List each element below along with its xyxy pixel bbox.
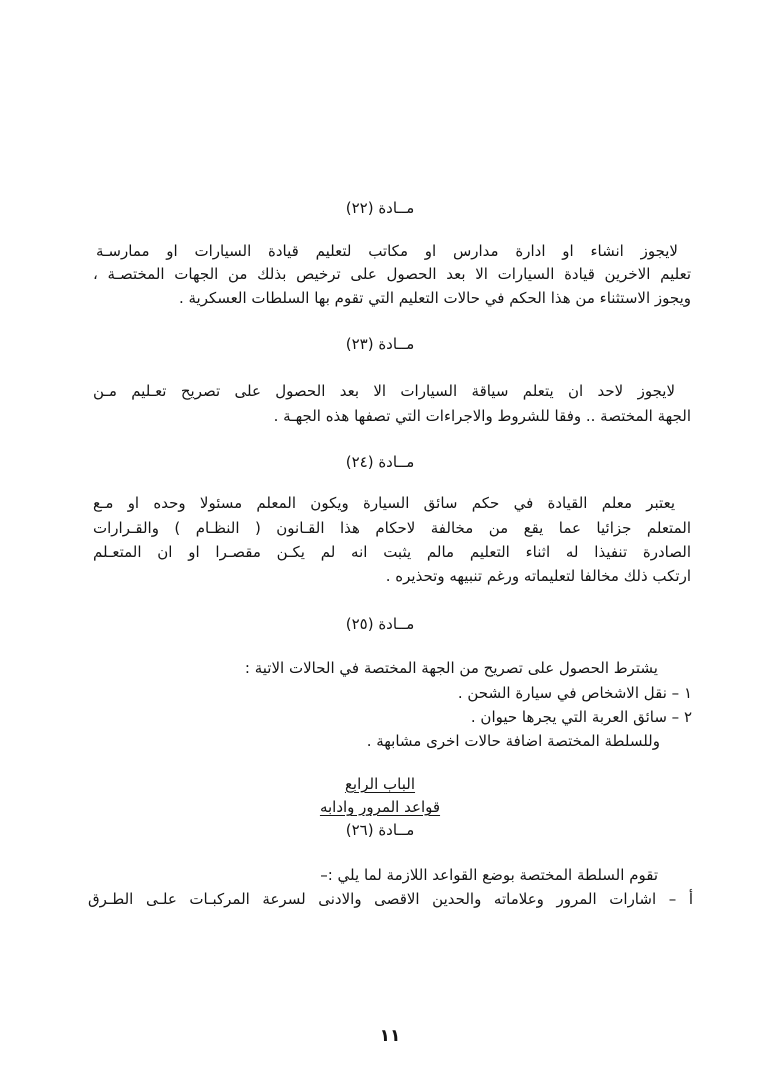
- article-25-intro: يشترط الحصول على تصريح من الجهة المختصة في الحالات الاتية :: [244, 659, 658, 677]
- article-22-line-3: ويجوز الاستثناء من هذا الحكم في حالات التعليم التي تقوم بها السلطات العسكرية .: [178, 289, 691, 307]
- article-23-line-2: الجهة المختصة .. وفقا للشروط والاجراءات التي تصفها هذه الجهـة .: [273, 407, 691, 425]
- article-25-item-2: ٢ – سائق العربة التي يجرها حيوان .: [470, 708, 692, 726]
- article-22-line-2: تعليم الاخرين قيادة السيارات الا بعد الحصول على ترخيص بذلك من الجهات المختصـة ،: [93, 265, 691, 283]
- chapter-title: الباب الرابع: [344, 775, 416, 793]
- article-26-intro: تقوم السلطة المختصة بوضع القواعد اللازمة لما يلي :–: [320, 866, 658, 884]
- chapter-subtitle: قواعد المرور وادابه: [319, 798, 441, 816]
- article-26-heading: مــادة (٢٦): [345, 821, 415, 839]
- article-24-line-2: المتعلم جزائيا عما يقع من مخالفة لاحكام هذا القـانون ( النظـام ) والقـرارات: [93, 519, 691, 537]
- article-26-item-a: أ – اشارات المرور وعلاماته والحدين الاقصى والادنى لسرعة المركبـات علـى الطـرق: [88, 890, 693, 908]
- article-25-closing: وللسلطة المختصة اضافة حالات اخرى مشابهة .: [366, 732, 660, 750]
- article-24-heading: مــادة (٢٤): [345, 453, 415, 471]
- article-22-heading: مــادة (٢٢): [345, 199, 415, 217]
- article-23-line-1: لايجوز لاحد ان يتعلم سياقة السيارات الا بعد الحصول على تصريح تعـليم مـن: [93, 382, 675, 400]
- article-25-heading: مــادة (٢٥): [345, 615, 415, 633]
- article-24-line-4: ارتكب ذلك مخالفا لتعليماته ورغم تنبيهه وتحذيره .: [385, 567, 691, 585]
- page-number: ١١: [379, 1026, 401, 1046]
- article-23-heading: مــادة (٢٣): [345, 335, 415, 353]
- article-25-item-1: ١ – نقل الاشخاص في سيارة الشحن .: [457, 684, 692, 702]
- article-22-line-1: لايجوز انشاء او ادارة مدارس او مكاتب لتعليم قيادة السيارات او ممارسـة: [96, 242, 678, 260]
- article-24-line-1: يعتبر معلم القيادة في حكم سائق السيارة ويكون المعلم مسئولا وحده او مـع: [93, 494, 675, 512]
- article-24-line-3: الصادرة تنفيذا له اثناء التعليم مالم يثبت انه لم يكـن مقصـرا او ان المتعـلم: [93, 543, 691, 561]
